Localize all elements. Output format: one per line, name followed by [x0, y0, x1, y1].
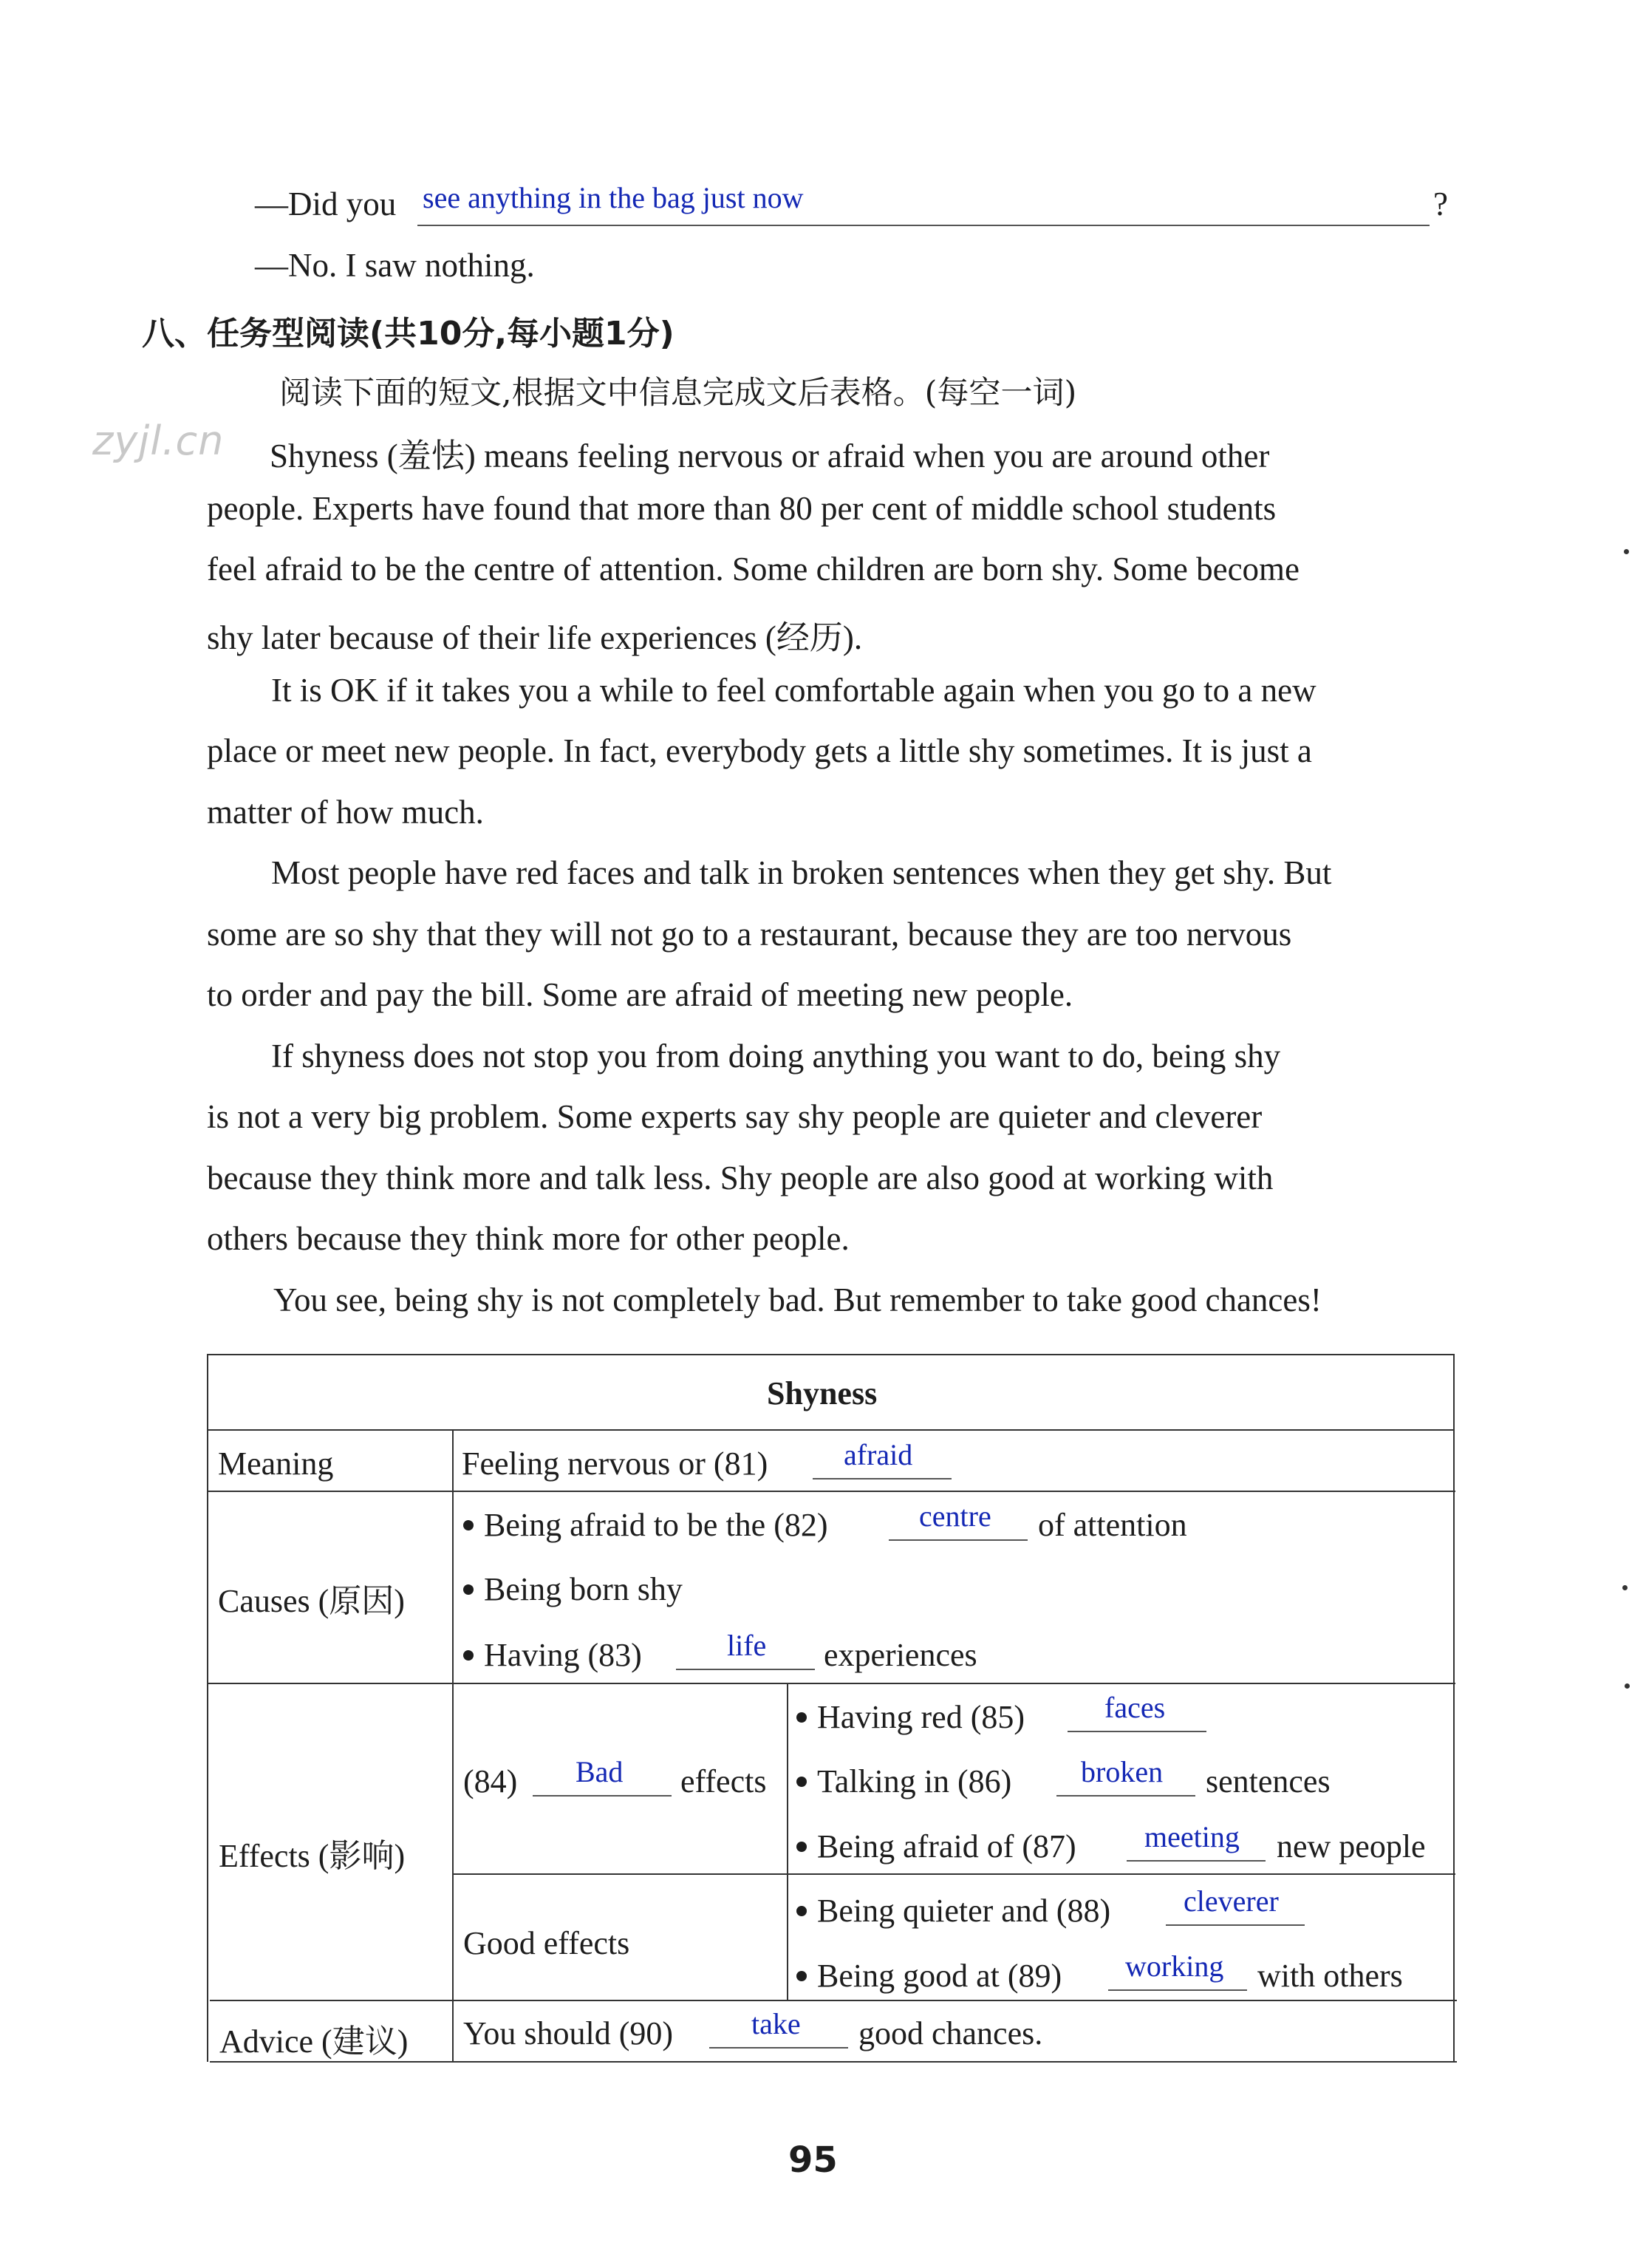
- table-column-divider: [452, 1429, 454, 2062]
- answer-86: broken: [1081, 1755, 1164, 1788]
- table-rule: [207, 1429, 1454, 1431]
- blank-83: [676, 1669, 815, 1670]
- bullet-icon: [463, 1650, 474, 1661]
- blank-85: [1068, 1731, 1206, 1732]
- causes-label: Causes (原因): [218, 1583, 405, 1619]
- table-rule: [210, 2000, 1457, 2001]
- page-number: 95: [788, 2139, 838, 2181]
- bad-effect-item: Talking in (86): [796, 1763, 1011, 1800]
- table-border-top: [207, 1354, 1454, 1355]
- cause-item-suffix: of attention: [1038, 1507, 1187, 1543]
- table-rule: [208, 1683, 1455, 1684]
- answer-81: afraid: [844, 1438, 913, 1471]
- bullet-icon: [796, 1906, 807, 1916]
- passage-line: place or meet new people. In fact, everybody gets a little shy sometimes. It is just a: [207, 732, 1312, 769]
- passage-line: shy later because of their life experiences (经历).: [207, 619, 863, 656]
- bullet-icon: [463, 1520, 474, 1530]
- advice-label: Advice (建议): [219, 2023, 409, 2060]
- passage-line: others because they think more for other people.: [207, 1220, 850, 1257]
- blank-90: [709, 2047, 848, 2049]
- effects-label: Effects (影响): [219, 1838, 406, 1874]
- passage-line: You see, being shy is not completely bad. But remember to take good chances!: [273, 1281, 1322, 1318]
- dialogue-reply: —No. I saw nothing.: [255, 247, 535, 284]
- passage-line: Shyness (羞怯) means feeling nervous or afraid when you are around other: [270, 437, 1270, 474]
- passage-line: people. Experts have found that more than 80 per cent of middle school students: [207, 490, 1277, 527]
- answer-82: centre: [919, 1499, 991, 1533]
- table-border-right: [1453, 1354, 1455, 2062]
- bad-effect-item: Having red (85): [796, 1698, 1025, 1736]
- answer-90: take: [751, 2007, 801, 2040]
- answer-89: working: [1125, 1949, 1224, 1983]
- answer-88: cleverer: [1184, 1884, 1279, 1918]
- blank-81: [813, 1478, 952, 1479]
- dialogue-question-prefix: —Did you: [255, 185, 397, 222]
- margin-speck: [1625, 1683, 1630, 1689]
- advice-text: You should (90): [463, 2015, 674, 2051]
- bullet-icon: [463, 1584, 474, 1595]
- dialogue-answer: see anything in the bag just now: [423, 181, 804, 214]
- good-effect-item: Being good at (89): [796, 1957, 1062, 1995]
- cause-item: Having (83): [463, 1636, 642, 1674]
- cause-item-suffix: experiences: [824, 1637, 977, 1673]
- cause-item: Being born shy: [463, 1570, 683, 1608]
- blank-82: [889, 1539, 1028, 1541]
- bullet-icon: [796, 1971, 807, 1981]
- answer-87: meeting: [1144, 1820, 1240, 1853]
- blank-84: [533, 1795, 672, 1797]
- passage-line: some are so shy that they will not go to a restaurant, because they are too nervous: [207, 916, 1292, 953]
- blank-87: [1127, 1860, 1266, 1862]
- bullet-icon: [796, 1842, 807, 1852]
- dialogue-answer-line: [417, 225, 1430, 226]
- passage-line: It is OK if it takes you a while to feel comfortable again when you go to a new: [271, 672, 1317, 709]
- good-effects-label: Good effects: [463, 1925, 630, 1961]
- table-border-left: [207, 1354, 208, 2062]
- meaning-text: Feeling nervous or (81): [462, 1445, 768, 1482]
- advice-suffix: good chances.: [858, 2015, 1043, 2051]
- meaning-label: Meaning: [218, 1445, 334, 1482]
- passage-line: Most people have red faces and talk in broken sentences when they get shy. But: [271, 854, 1332, 891]
- table-column-divider: [787, 1683, 788, 2000]
- good-effect-item: Being quieter and (88): [796, 1892, 1110, 1930]
- passage-line: to order and pay the bill. Some are afraid of meeting new people.: [207, 976, 1073, 1013]
- answer-85: faces: [1104, 1691, 1166, 1724]
- bullet-icon: [796, 1777, 807, 1787]
- bullet-icon: [796, 1712, 807, 1723]
- passage-line: is not a very big problem. Some experts say shy people are quieter and cleverer: [207, 1098, 1263, 1135]
- passage-line: because they think more and talk less. Shy people are also good at working with: [207, 1159, 1274, 1196]
- bad-effect-suffix: new people: [1277, 1828, 1426, 1865]
- cause-item: Being afraid to be the (82): [463, 1506, 828, 1544]
- bad-effect-suffix: sentences: [1206, 1763, 1331, 1799]
- blank-89: [1108, 1989, 1247, 1991]
- table-rule: [454, 1873, 1455, 1875]
- margin-speck: [1624, 549, 1629, 554]
- section-instruction: 阅读下面的短文,根据文中信息完成文后表格。(每空一词): [279, 375, 1077, 412]
- passage-line: If shyness does not stop you from doing anything you want to do, being shy: [271, 1038, 1281, 1075]
- passage-line: matter of how much.: [207, 794, 484, 831]
- margin-speck: [1622, 1585, 1628, 1590]
- blank-86: [1056, 1795, 1195, 1797]
- table-rule: [208, 1491, 1455, 1492]
- bad-effect-item: Being afraid of (87): [796, 1828, 1076, 1865]
- dialogue-question-mark: ?: [1433, 185, 1448, 222]
- section-heading: 八、任务型阅读(共10分,每小题1分): [142, 315, 675, 353]
- watermark-logo: zyjl.cn: [92, 418, 225, 464]
- table-title: Shyness: [767, 1375, 878, 1411]
- bad-effects-suffix: effects: [680, 1763, 767, 1799]
- blank-88: [1166, 1924, 1305, 1926]
- answer-84: Bad: [576, 1755, 624, 1788]
- answer-83: life: [727, 1629, 767, 1662]
- bad-effects-prefix: (84): [463, 1763, 518, 1799]
- good-effect-suffix: with others: [1257, 1958, 1403, 1994]
- passage-line: feel afraid to be the centre of attention. Some children are born shy. Some become: [207, 551, 1300, 588]
